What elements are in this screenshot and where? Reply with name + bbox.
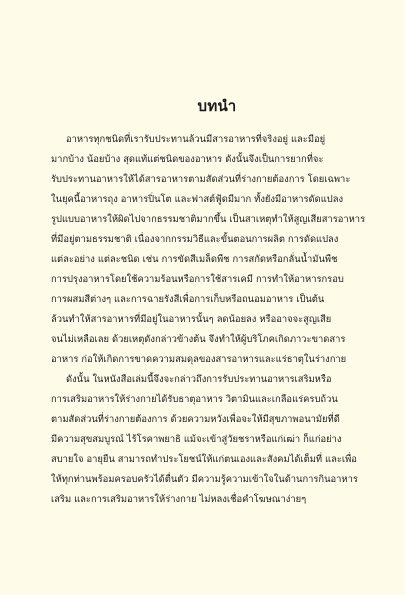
text-line: จนไม่เหลือเลย ด้วยเหตุดังกล่าวข้างต้น จึงทำให้ผู้บริโภคเกิดภาวะขาดสาร xyxy=(51,334,346,345)
text-line: มากบ้าง น้อยบ้าง สุดแท้แต่ชนิดของอาหาร ดังนั้นจึงเป็นการยากที่จะ xyxy=(51,154,324,165)
text-line: รูปแบบอาหารให้ผิดไปจากธรรมชาติมากขึ้น เป็นสาเหตุทำให้สูญเสียสารอาหาร xyxy=(51,214,366,225)
text-line: ดังนั้น ในหนังสือเล่มนี้จึงจะกล่าวถึงการรับประทานอาหารเสริมหรือ xyxy=(66,374,332,385)
text-line: ที่มีอยู่ตามธรรมชาติ เนื่องจากกรรมวิธีและขั้นตอนการผลิต การดัดแปลง xyxy=(51,234,339,245)
text-line: การเสริมอาหารให้ร่างกายได้รับธาตุอาหาร วิตามินและเกลือแร่ครบถ้วน xyxy=(51,394,338,405)
text-line: การปรุงอาหารโดยใช้ความร้อนหรือการใช้สารเคมี การทำให้อาหารกรอบ xyxy=(51,274,344,285)
text-line: ในยุคนี้อาหารถุง อาหารปิ่นโต และฟาสต์ฟู้ดมีมาก ทั้งยังมีอาหารดัดแปลง xyxy=(51,194,344,205)
text-line: ล้วนทำให้สารอาหารที่มีอยู่ในอาหารนั้นๆ ลดน้อยลง หรืออาจจะสูญเสีย xyxy=(51,314,332,325)
text-line: ตามสัดส่วนที่ร่างกายต้องการ ด้วยความหวังเพื่อจะให้มีสุขภาพอนามัยที่ดี xyxy=(51,414,340,425)
paragraph-1 xyxy=(51,130,383,370)
text-line: รับประทานอาหารให้ได้สารอาหารตามสัดส่วนที่ร่างกายต้องการ โดยเฉพาะ xyxy=(51,174,351,185)
page-title: บทนำ xyxy=(197,97,237,115)
text-line: อาหาร ก่อให้เกิดการขาดความสมดุลของสารอาหารและแร่ธาตุในร่างกาย xyxy=(51,354,347,365)
text-line: แต่ละอย่าง แต่ละชนิด เช่น การขัดสีเมล็ดพืช การสกัดหรือกลั่นน้ำมันพืช xyxy=(51,254,338,265)
paragraph-2 xyxy=(51,370,383,510)
text-line: เสริม และการเสริมอาหารให้ร่างกาย ไม่หลงเชื่อคำโฆษณาง่ายๆ xyxy=(51,494,307,505)
text-line: อาหารทุกชนิดที่เรารับประทานล้วนมีสารอาหารที่จริงอยู่ และมีอยู่ xyxy=(66,134,326,145)
text-line: มีความสุขสมบูรณ์ ไร้โรคาพยาธิ แม้จะเข้าสู่วัยชราหรือแก่เฒ่า ก็แก่อย่าง xyxy=(51,434,342,445)
text-line: สบายใจ อายุยืน สามารถทำประโยชน์ให้แก่ตนเองและสังคมได้เต็มที่ และเพื่อ xyxy=(51,454,357,465)
text-line: การผสมสีต่างๆ และการฉายรังสีเพื่อการเก็บหรือถนอมอาหาร เป็นต้น xyxy=(51,294,325,305)
text-line: ให้ทุกท่านพร้อมครอบครัวได้ตื่นตัว มีความรู้ความเข้าใจในด้านการกินอาหาร xyxy=(51,474,358,485)
document-body xyxy=(51,130,383,510)
